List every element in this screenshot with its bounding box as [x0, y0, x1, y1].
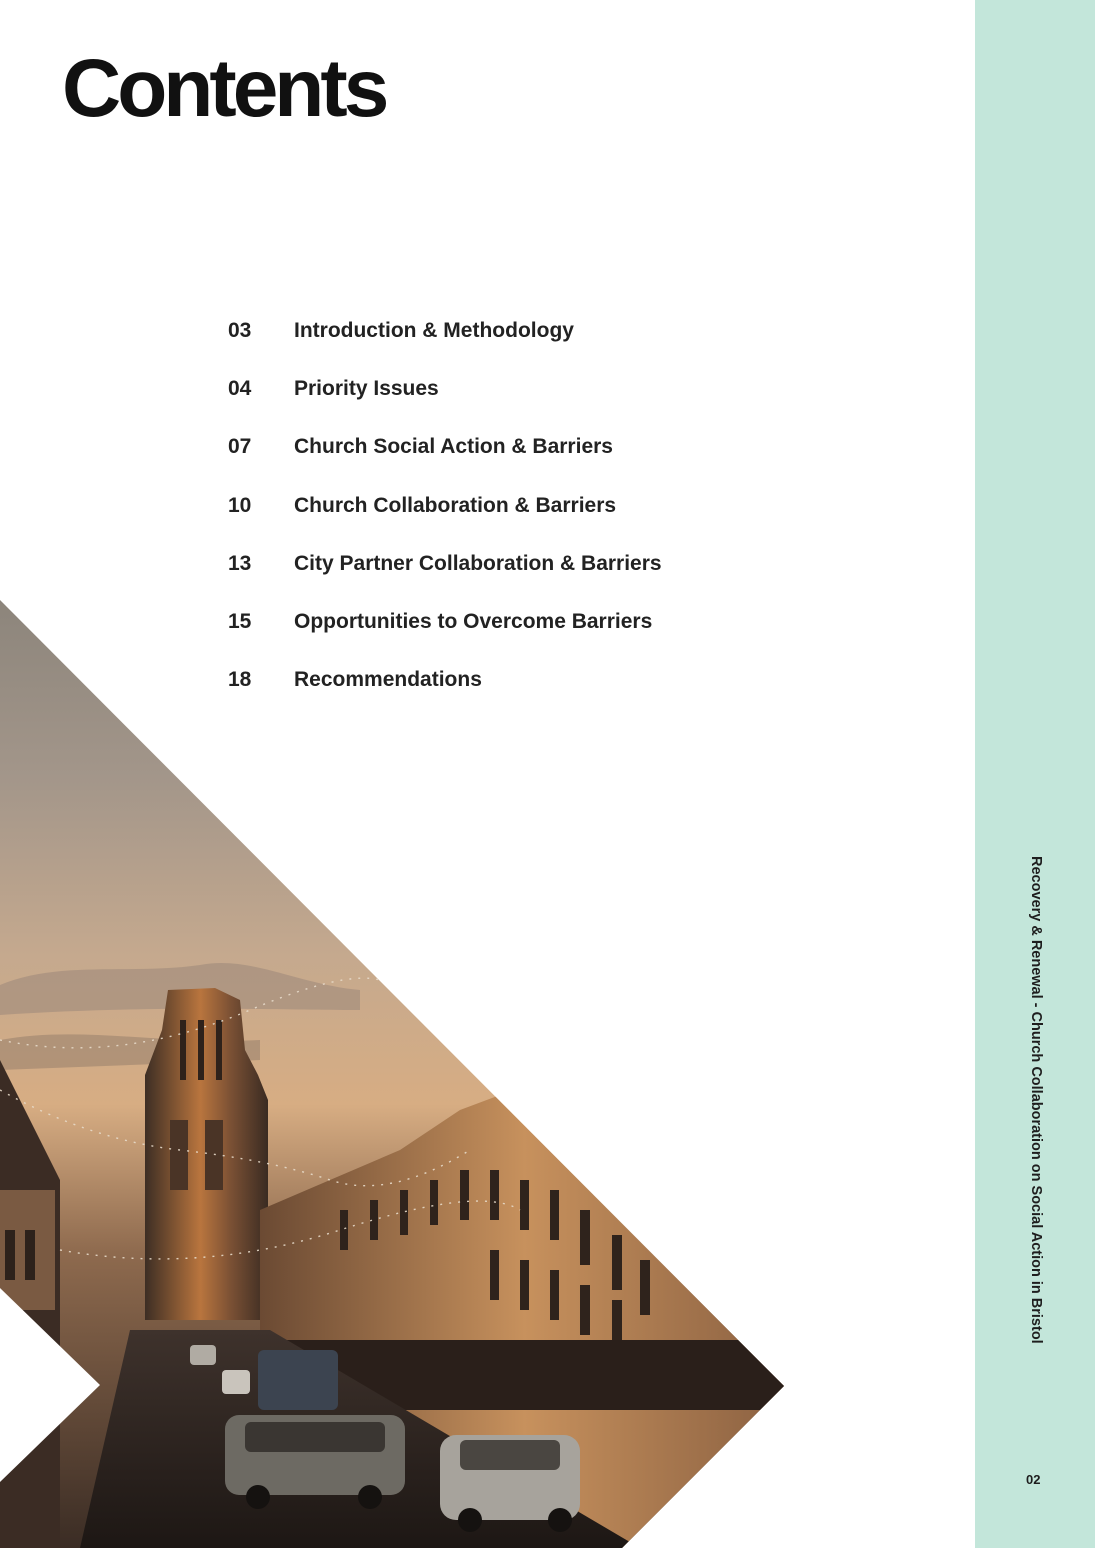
- page-title: Contents: [62, 43, 386, 134]
- toc-title: Introduction & Methodology: [294, 319, 574, 342]
- toc-title: Church Social Action & Barriers: [294, 435, 613, 459]
- toc-page-number: 10: [228, 493, 252, 517]
- toc-page-number: 07: [228, 435, 252, 459]
- toc-page-number: 03: [228, 319, 252, 342]
- toc-title: Opportunities to Overcome Barriers: [294, 609, 653, 633]
- toc-page-number: 04: [228, 377, 252, 401]
- toc-page-number: 18: [228, 668, 252, 692]
- document-running-title: Recovery & Renewal - Church Collaboration on Social Action in Bristol: [1028, 856, 1044, 1344]
- toc-page-number: 15: [228, 609, 252, 633]
- toc-title: Priority Issues: [294, 377, 439, 401]
- toc-page-number: 13: [228, 551, 252, 575]
- toc-title: City Partner Collaboration & Barriers: [294, 551, 662, 575]
- page-number: 02: [1026, 1472, 1041, 1487]
- toc-title: Church Collaboration & Barriers: [294, 493, 617, 517]
- toc-title: Recommendations: [294, 668, 482, 692]
